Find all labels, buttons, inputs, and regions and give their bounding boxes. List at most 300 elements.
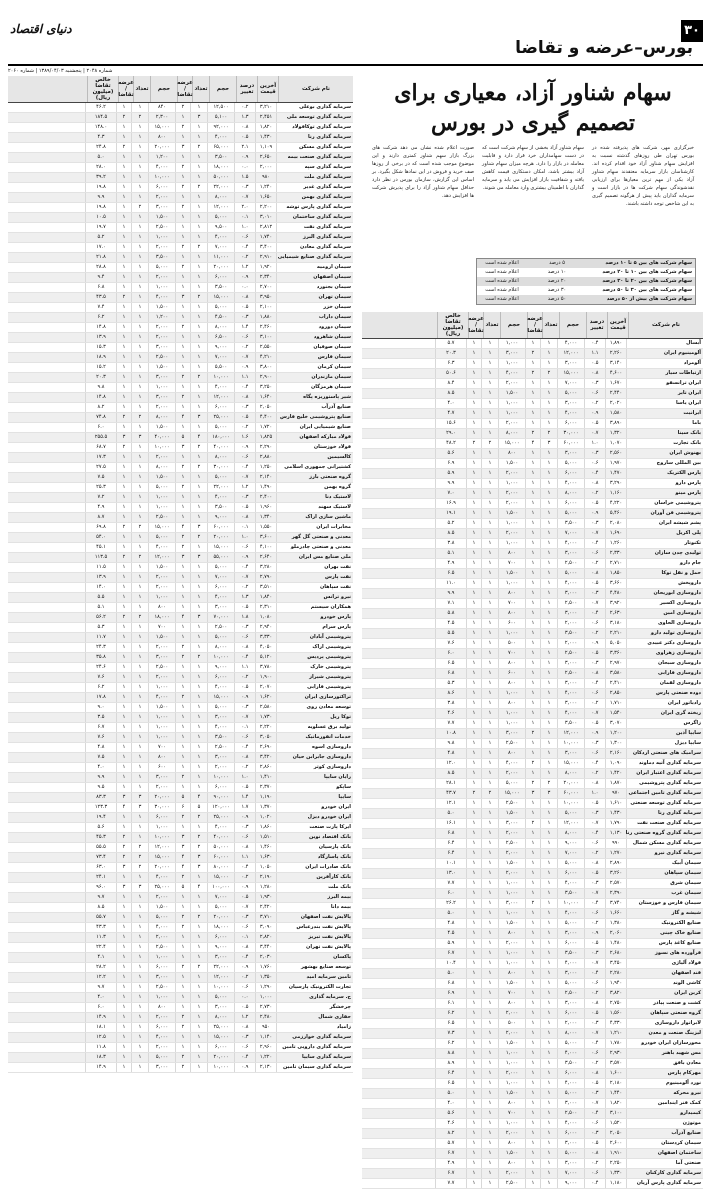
table-cell: ۲ [190,913,207,922]
table-cell: ۱ [190,663,207,672]
table-cell: ۰.۳ [584,1019,605,1028]
table-cell: ۳,۴۵۰ [605,959,626,968]
table-cell: ۱ [540,409,557,418]
table-cell: ۱ [540,499,557,508]
table-cell: ۶.۲ [435,1039,466,1048]
table-cell: ۰.۲ [584,769,605,778]
table-cell: ۲,۰۰۰ [498,419,525,428]
table-cell: ۱ [116,353,131,362]
table-cell: ۱ [116,543,131,552]
table-cell: ۱۲.۲ [85,973,116,982]
table-cell: ۱ [190,323,207,332]
table-cell: ۱۸,۰۰۰ [207,923,234,932]
table-cell: ۱ [175,973,190,982]
table-cell: ۱۱.۷ [85,633,116,642]
table-cell: ۱ [481,409,498,418]
table-cell: ۰.۷ [584,889,605,898]
table-cell: ۵,۰۰۰ [207,993,234,1002]
table-cell: ۴,۰۰۰ [498,369,525,378]
table-cell: ۱ [116,813,131,822]
col-buy-count: تعداد [192,76,209,102]
table-cell: ۰.۴ [234,743,255,752]
table-cell: ۱ [481,1109,498,1118]
table-cell: ۱ [540,769,557,778]
table-cell: ۱,۰۰۰ [148,233,175,242]
table-cell: ۶.۷ [435,1169,466,1178]
table-cell: ۱ [540,839,557,848]
table-cell: ۴۶.۲ [85,103,116,112]
table-cell: ۶,۵۰۰ [207,333,234,342]
table-cell: ۱ [175,313,190,322]
table-cell: ۱ [116,903,131,912]
table-cell: ۰.۳ [584,589,605,598]
table-cell: ۱ [481,899,498,908]
table-cell: ۱۵,۰۰۰ [207,293,234,302]
table-cell: ۳,۰۰۰ [498,729,525,738]
table-cell: ۱ [525,1029,540,1038]
table-cell: ۵,۴۶۰ [605,509,626,518]
table-cell: ۳,۰۰۰ [557,589,584,598]
table-cell: ۲ [175,203,190,212]
company-name: پتروشیمی آبادان [276,633,353,642]
table-cell: ۲۴.۶ [85,663,116,672]
table-cell: ۲ [190,843,207,852]
table-cell: ۰.۲ [234,103,255,112]
company-name: پاکسان [276,953,353,962]
company-name: سیمان ارومیه [276,263,353,272]
company-name: ایرانیت [626,409,703,418]
table-cell: ۲,۶۴۰ [255,553,276,562]
table-cell: ۱ [116,993,131,1002]
col-buy-qty: حجم [559,312,586,338]
table-cell: ۰.۰ [234,993,255,1002]
table-cell: ۱,۰۰۰ [498,889,525,898]
table-cell: ۲ [175,1063,190,1072]
table-cell: ۳۰,۰۰۰ [207,463,234,472]
table-cell: ۱ [175,823,190,832]
table-cell: ۱ [116,193,131,202]
company-name: سایپا آذین [626,729,703,738]
table-cell: ۳ [190,113,207,122]
company-name: سرمایه گذاری گروه صنعتی رنا [625,830,701,836]
table-cell: ۴۳.۵ [85,293,116,302]
table-cell: ۰.۸ [584,369,605,378]
table-cell: ۷,۰۰۰ [557,529,584,538]
table-cell: ۱ [481,1019,498,1028]
table-row [8,523,353,533]
table-cell: ۴,۰۰۰ [557,689,584,698]
table-row [362,599,703,609]
table-cell: ۱ [481,749,498,758]
table-cell: ۱ [481,459,498,468]
table-cell: ۲ [131,843,148,852]
col-buy-group: عرضه / تقاضا [177,76,192,102]
table-cell: ۱ [116,313,131,322]
table-cell: ۱ [175,173,190,182]
table-cell: ۲ [466,439,481,448]
table-cell: ۳ [175,143,190,152]
company-name: داروپخش [626,579,703,588]
table-cell: ۵.۵ [85,593,116,602]
company-name: نفت بهران [276,563,353,572]
table-cell: ۰.۶ [584,839,605,848]
table-cell: ۲ [116,833,131,842]
table-cell: ۵.۳ [435,679,466,688]
table-cell: ۱ [190,783,207,792]
table-cell: ۱ [466,509,481,518]
table-cell: ۱ [131,583,148,592]
table-cell: ۰.۸ [234,943,255,952]
table-cell: ۱.۱ [234,853,255,862]
table-cell: ۴۳.۳ [85,923,116,932]
table-cell: ۵ [190,803,207,812]
table-cell: ۱.۲ [234,483,255,492]
table-cell: ۲۰,۰۰۰ [148,793,175,802]
table-cell: ۱ [481,539,498,548]
table-cell: ۱ [175,273,190,282]
table-cell: ۱ [116,493,131,502]
float-share-value: ۲۰ درصد [547,278,567,284]
table-cell: ۱ [540,449,557,458]
company-name: کمک فنر ایندامین [626,1099,703,1108]
table-cell: ۰.۴ [584,1039,605,1048]
table-cell: ۱ [466,499,481,508]
table-cell: ۱ [525,489,540,498]
table-cell: ۲۵.۳ [85,483,116,492]
table-cell: ۱۸.۱ [85,1023,116,1032]
table-cell: ۱ [481,369,498,378]
table-cell: ۱ [116,683,131,692]
table-cell: ۰.۵ [234,503,255,512]
table-row [362,1149,703,1159]
table-cell: ۱ [131,623,148,632]
table-cell: ۱ [190,923,207,932]
table-row [8,143,353,153]
table-cell: ۰.۹ [234,273,255,282]
company-name: بین المللی ساروج [626,459,703,468]
table-row [8,793,353,803]
table-cell: ۸,۰۰۰ [207,453,234,462]
table-cell: ۱ [131,273,148,282]
table-cell: ۲۴.۱ [85,873,116,882]
table-cell: ۱ [540,519,557,528]
table-cell: ۰.۶ [234,983,255,992]
table-cell: ۶,۰۰۰ [207,583,234,592]
table-cell: ۶,۰۰۰ [557,1009,584,1018]
table-cell: ۲۸.۲ [85,963,116,972]
table-cell: ۷.۰ [435,489,466,498]
table-cell: ۰.۵ [584,939,605,948]
table-cell: ۸۰۰ [498,1159,525,1168]
table-cell: ۱,۵۰۰ [498,389,525,398]
company-name: جام دارو [626,559,703,568]
table-cell: ۵.۰ [435,969,466,978]
table-cell: ۴,۰۰۰ [557,1049,584,1058]
table-cell: ۱۸,۰۰۰ [207,163,234,172]
table-cell: ۷.۱ [435,599,466,608]
table-cell: ۰.۷ [234,473,255,482]
table-cell: ۱ [525,529,540,538]
table-cell: ۱ [466,979,481,988]
table-cell: ۱,۲۷۰ [605,849,626,858]
table-cell: ۱ [131,443,148,452]
table-row [8,883,353,893]
table-cell: ۳.۸ [435,539,466,548]
table-cell: ۲,۴۴۰ [605,389,626,398]
table-cell: ۱ [116,183,131,192]
table-cell: ۲ [131,413,148,422]
table-cell: ۰.۴ [584,759,605,768]
table-cell: ۸۰,۰۰۰ [207,863,234,872]
table-cell: ۱ [175,703,190,712]
table-cell: ۱ [525,539,540,548]
table-cell: ۱ [131,563,148,572]
table-cell: ۱ [116,563,131,572]
table-cell: ۲,۵۰۰ [557,559,584,568]
table-cell: ۱ [481,909,498,918]
table-cell: ۱ [481,669,498,678]
table-cell: ۳,۲۱۰ [255,103,276,112]
table-cell: ۲,۰۰۰ [148,933,175,942]
table-cell: ۱ [131,1053,148,1062]
company-name: حفاری شمال [276,1013,353,1022]
table-cell: ۹,۰۰۰ [557,1179,584,1188]
table-row [8,223,353,233]
table-cell: ۲,۰۰۰ [148,643,175,652]
table-cell: ۱ [466,629,481,638]
table-cell: ۱ [540,1089,557,1098]
table-row [362,609,703,619]
table-cell: ۲ [525,369,540,378]
table-cell: ۱ [131,763,148,772]
table-cell: ۱ [190,763,207,772]
table-cell: ۱ [131,373,148,382]
table-cell: ۴.۰ [435,1099,466,1108]
table-row [362,369,703,379]
table-cell: ۱,۵۶۰ [605,1009,626,1018]
table-cell: ۳,۰۰۰ [557,399,584,408]
table-cell: ۵,۰۰۰ [148,533,175,542]
table-cell: ۲ [116,613,131,622]
table-cell: ۱ [525,719,540,728]
table-cell: ۲ [116,143,131,152]
table-cell: ۰.۷ [234,713,255,722]
table-cell: ۴,۰۰۰ [557,579,584,588]
table-cell: ۱۲.۱ [435,799,466,808]
company-name: کربن ایران [626,989,703,998]
table-cell: ۱ [481,379,498,388]
company-name: خدمات انفورماتیک [276,733,353,742]
table-row [362,829,703,839]
table-cell: ۲ [131,203,148,212]
table-cell: ۰.۳ [234,313,255,322]
table-cell: ۷.۶ [435,639,466,648]
table-cell: ۶۳.۰ [85,863,116,872]
table-cell: ۹,۰۰۰ [207,663,234,672]
table-cell: ۲ [175,1053,190,1062]
table-cell: ۰.۹ [584,509,605,518]
table-cell: ۱ [466,909,481,918]
table-cell: ۱ [540,549,557,558]
table-cell: ۰.۷ [234,903,255,912]
table-row [8,503,353,513]
table-cell: ۰.۶ [584,749,605,758]
float-share-row [477,268,695,277]
table-cell: ۷,۰۰۰ [207,893,234,902]
table-row [362,1089,703,1099]
table-cell: ۱,۰۰۰ [148,733,175,742]
table-cell: ۴.۵ [435,929,466,938]
table-cell: ۰.۸ [584,669,605,678]
table-cell: ۱ [175,363,190,372]
table-cell: ۱ [175,423,190,432]
table-row [8,203,353,213]
table-cell: ۲,۰۰۰ [498,1009,525,1018]
table-cell: ۳,۰۰۰ [557,699,584,708]
table-cell: ۱,۴۲۰ [605,769,626,778]
table-body [8,103,353,1073]
table-cell: ۴ [190,883,207,892]
table-cell: ۱۴.۹ [85,1063,116,1072]
table-cell: ۱ [540,1059,557,1068]
company-name: سرمایه گذاری اعتبار ایران [626,769,703,778]
table-cell: ۱,۲۰۰ [605,729,626,738]
table-cell: ۱ [190,563,207,572]
table-row [8,163,353,173]
table-cell: ۶.۰ [85,1003,116,1012]
left-stock-table [8,76,353,1070]
table-cell: ۱ [481,559,498,568]
table-cell: ۹۷۰ [605,789,626,798]
table-cell: ۵.۵ [435,629,466,638]
company-name: باما [626,419,703,428]
table-cell: ۱,۵۰۰ [148,213,175,222]
table-cell: ۲ [175,873,190,882]
table-cell: ۱ [525,609,540,618]
table-cell: ۰.۲ [234,763,255,772]
table-cell: ۲ [190,833,207,842]
company-name: ایران خودرو [276,803,353,812]
table-cell: ۱,۵۱۰ [255,833,276,842]
table-cell: ۱ [466,989,481,998]
table-cell: ۸۰۰ [498,999,525,1008]
table-cell: ۲ [175,123,190,132]
table-cell: ۴,۰۰۰ [148,923,175,932]
table-cell: ۱,۶۷۰ [605,379,626,388]
table-cell: ۱۱۳.۵ [85,553,116,562]
table-cell: ۰.۸ [584,779,605,788]
table-cell: ۳ [525,789,540,798]
table-cell: ۰.۶ [234,543,255,552]
table-cell: ۱ [190,453,207,462]
table-cell: ۰.۰ [234,163,255,172]
col-balance: خالص تقاضا (میلیون ریال) [87,76,118,102]
table-cell: ۰.۶ [584,1169,605,1178]
table-cell: ۱ [175,903,190,912]
table-row [362,439,703,449]
table-cell: ۴ [175,613,190,622]
table-cell: ۳,۰۰۰ [557,929,584,938]
table-cell: ۱,۵۵۰ [255,523,276,532]
table-cell: ۱ [481,859,498,868]
table-cell: ۱ [481,659,498,668]
table-cell: ۱ [481,759,498,768]
company-name: توسعه صنایع بهشهر [276,963,353,972]
company-name: سیمان فارس [276,353,353,362]
table-cell: ۲ [540,779,557,788]
table-cell: ۰.۳ [234,703,255,712]
table-cell: ۸.۵ [435,529,466,538]
table-cell: ۷۰۰ [148,743,175,752]
table-cell: ۲۰,۰۰۰ [207,263,234,272]
table-cell: ۲,۵۰۰ [148,223,175,232]
table-cell: ۲,۰۰۰ [498,829,525,838]
table-cell: ۱ [525,449,540,458]
table-cell: ۱,۶۱۰ [605,799,626,808]
table-cell: ۰.۷ [584,819,605,828]
table-cell: ۰.۱ [234,723,255,732]
table-cell: ۷.۴ [85,303,116,312]
table-cell: ۱ [175,733,190,742]
table-cell: ۲ [540,429,557,438]
table-row [8,923,353,933]
table-cell: ۴.۰ [435,399,466,408]
table-cell: ۳,۰۰۰ [557,749,584,758]
table-cell: ۳.۵ [85,713,116,722]
table-cell: ۱ [175,683,190,692]
table-cell: ۰.۵ [584,649,605,658]
table-cell: ۳,۰۰۰ [148,343,175,352]
table-cell: ۲۴.۸ [85,143,116,152]
table-cell: ۱ [131,743,148,752]
table-cell: ۲,۰۰۰ [148,333,175,342]
company-name: سرمایه گذاری صنعت نفت [626,819,703,828]
table-cell: ۲ [175,393,190,402]
table-cell: ۲,۷۹۰ [255,573,276,582]
company-name: ایران یاسا [626,399,703,408]
table-cell: ۵۶.۲ [85,613,116,622]
table-cell: ۲,۰۰۰ [148,893,175,902]
table-cell: ۱۴.۸ [85,393,116,402]
table-cell: ۱,۴۳۰ [605,809,626,818]
table-cell: ۱۹.۸ [85,203,116,212]
table-cell: ۲,۲۶۰ [605,349,626,358]
table-cell: ۱ [116,593,131,602]
table-cell: ۱ [131,973,148,982]
table-cell: ۱ [481,469,498,478]
table-cell: ۰.۴ [584,829,605,838]
table-cell: ۳ [116,793,131,802]
table-cell: ۱۰.۱ [435,859,466,868]
table-row [8,193,353,203]
table-cell: ۹,۰۰۰ [207,943,234,952]
table-cell: ۱ [466,959,481,968]
table-cell: ۳,۳۶۰ [605,649,626,658]
table-cell: ۱ [466,769,481,778]
table-row [8,983,353,993]
table-cell: ۳ [131,883,148,892]
table-cell: ۱,۵۰۰ [148,563,175,572]
table-row [8,823,353,833]
table-header [362,312,703,339]
table-cell: ۱ [540,719,557,728]
table-cell: ۱.۱ [234,373,255,382]
table-cell: ۱۵,۰۰۰ [207,1033,234,1042]
company-name: گروه صنعتی سپاهان [626,1009,703,1018]
table-cell: ۳,۱۰۰ [605,1109,626,1118]
table-cell: ۴۸.۲ [435,439,466,448]
table-cell: ۱ [131,723,148,732]
